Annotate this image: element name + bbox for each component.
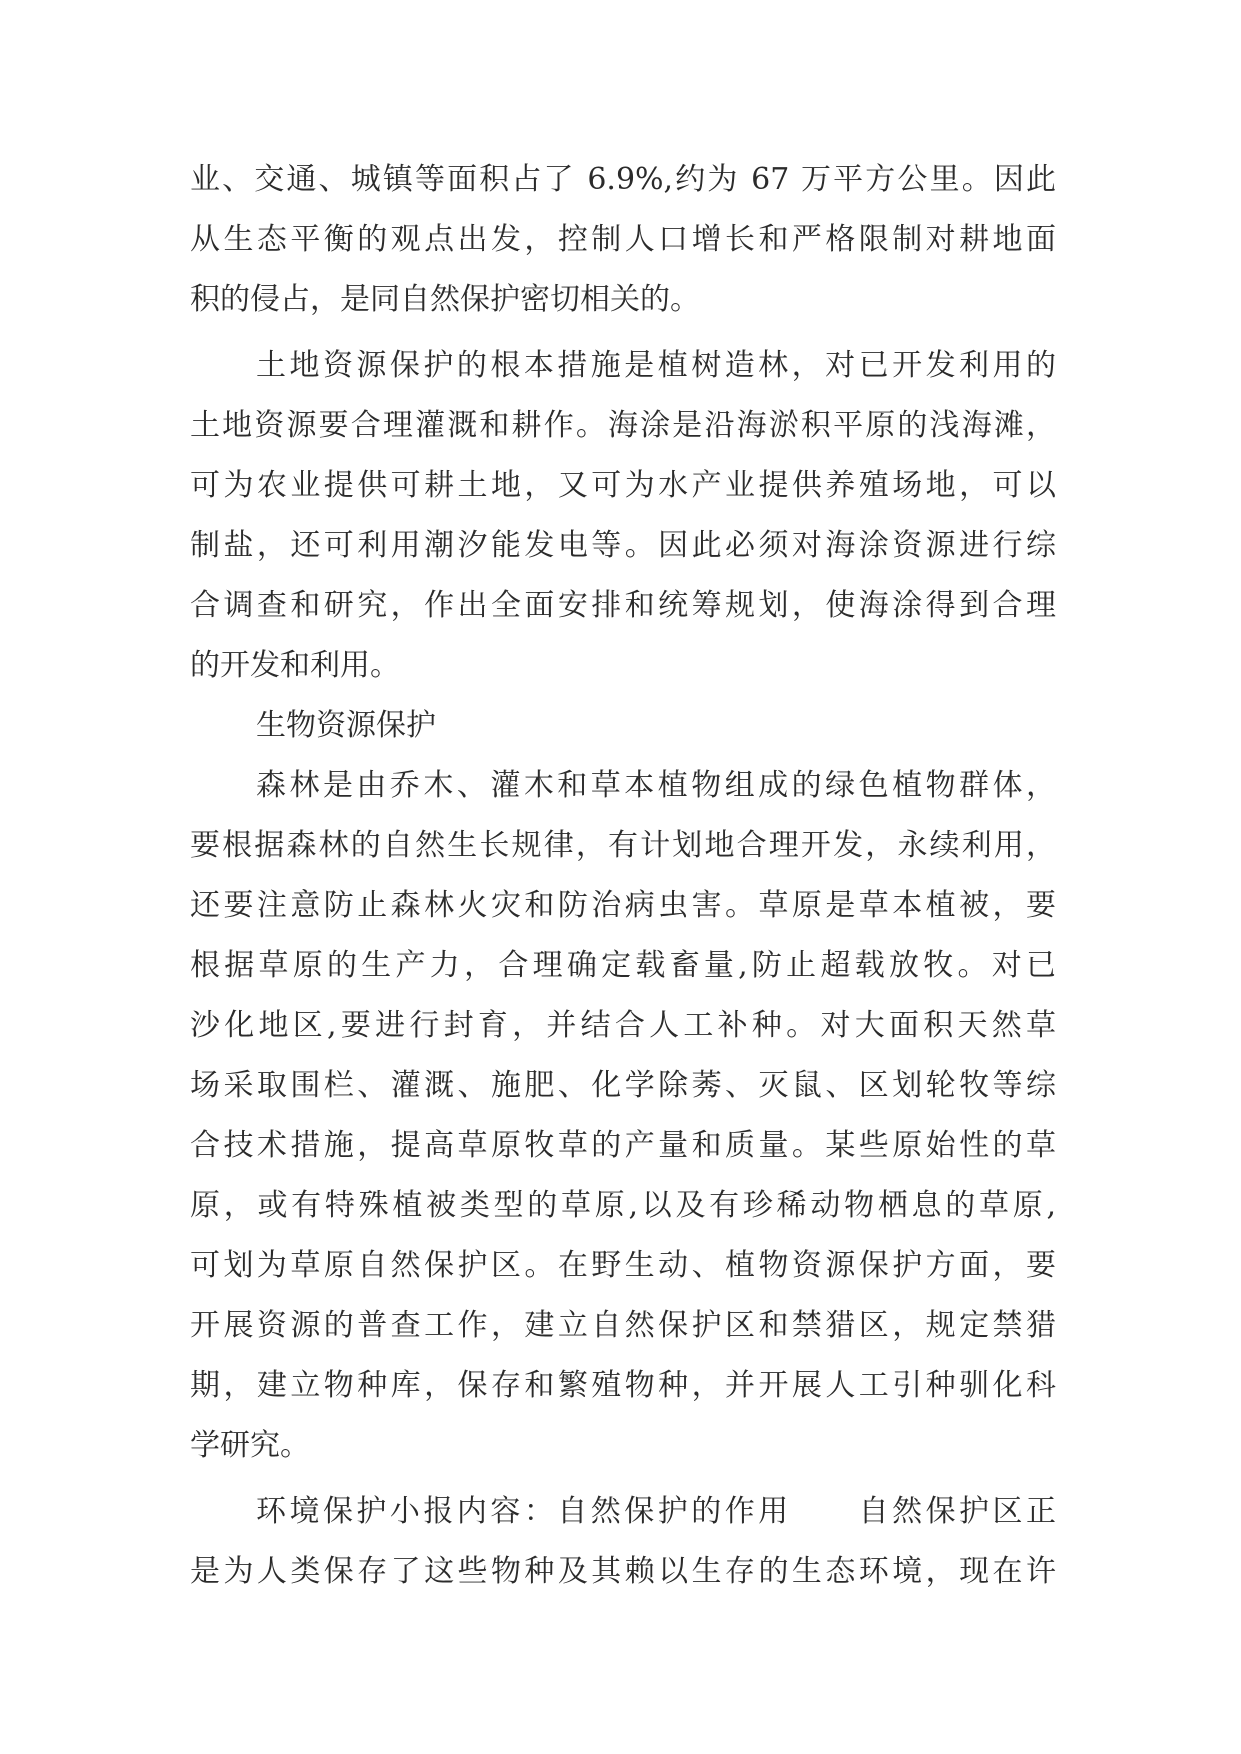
section-heading: 生物资源保护 <box>256 708 436 743</box>
text-line: 根据草原的生产力，合理确定载畜量,防止超载放牧。对已 <box>190 948 1056 983</box>
text-line: 合技术措施，提高草原牧草的产量和质量。某些原始性的草 <box>190 1128 1056 1163</box>
text-line: 沙化地区,要进行封育，并结合人工补种。对大面积天然草 <box>190 1008 1056 1043</box>
text-line: 合调查和研究，作出全面安排和统筹规划，使海涂得到合理 <box>190 588 1056 623</box>
text-line: 原，或有特殊植被类型的草原,以及有珍稀动物栖息的草原, <box>190 1188 1056 1223</box>
text-line: 积的侵占，是同自然保护密切相关的。 <box>190 282 700 317</box>
text-line: 从生态平衡的观点出发，控制人口增长和严格限制对耕地面 <box>190 222 1056 257</box>
text-line: 制盐，还可利用潮汐能发电等。因此必须对海涂资源进行综 <box>190 528 1056 563</box>
text-line: 可为农业提供可耕土地，又可为水产业提供养殖场地，可以 <box>190 468 1056 503</box>
text-line: 是为人类保存了这些物种及其赖以生存的生态环境，现在许 <box>190 1554 1056 1589</box>
text-line: 森林是由乔木、灌木和草本植物组成的绿色植物群体， <box>256 768 1056 803</box>
text-line: 要根据森林的自然生长规律，有计划地合理开发，永续利用， <box>190 828 1056 863</box>
text-line: 业、交通、城镇等面积占了 6.9%,约为 67 万平方公里。因此 <box>190 162 1056 197</box>
text-line: 的开发和利用。 <box>190 648 400 683</box>
text-line: 场采取围栏、灌溉、施肥、化学除莠、灭鼠、区划轮牧等综 <box>190 1068 1056 1103</box>
text-line: 学研究。 <box>190 1428 310 1463</box>
text-line: 环境保护小报内容：自然保护的作用 自然保护区正 <box>256 1494 1056 1529</box>
text-line: 期，建立物种库，保存和繁殖物种，并开展人工引种驯化科 <box>190 1368 1056 1403</box>
document-body <box>190 150 1056 1602</box>
text-line: 还要注意防止森林火灾和防治病虫害。草原是草本植被，要 <box>190 888 1056 923</box>
text-line: 可划为草原自然保护区。在野生动、植物资源保护方面，要 <box>190 1248 1056 1283</box>
text-line: 土地资源保护的根本措施是植树造林，对已开发利用的 <box>256 348 1056 383</box>
text-line: 开展资源的普查工作，建立自然保护区和禁猎区，规定禁猎 <box>190 1308 1056 1343</box>
text-line: 土地资源要合理灌溉和耕作。海涂是沿海淤积平原的浅海滩， <box>190 408 1056 443</box>
